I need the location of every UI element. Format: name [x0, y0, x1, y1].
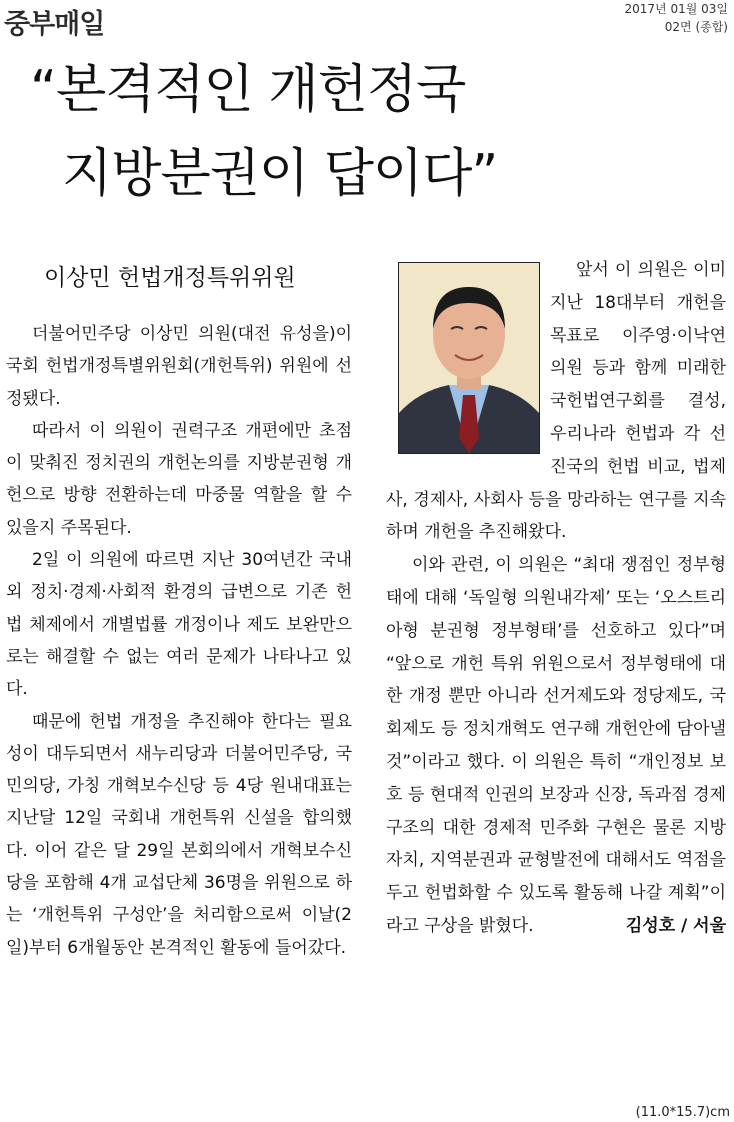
paragraph: 앞서 이 의원은 이미 지난 18대부터 개헌을 목표로 이주영·이낙연 의원 등과 함께 미래한국헌법연구회를 결성, 우리나라 헌법과 각 선진국의 헌법 비교, 법제사, 경제사, 사회사 등을 망라하는 연구를 지속하며 개헌을 추진해왔다.	[386, 260, 726, 543]
paragraph: 2일 이 의원에 따르면 지난 30여년간 국내외 정치·경제·사회적 환경의 급변으로 기존 헌법 체제에서 개별법률 개정이나 제도 보완만으로는 해결할 수 없는 여러 문제가 나타나고 있다.	[6, 550, 352, 700]
photo-wrap-space	[386, 254, 550, 482]
publication-date: 2017년 01월 03일	[624, 2, 728, 16]
headline-line-1: “본격적인 개헌정국	[30, 60, 466, 120]
paragraph: 때문에 헌법 개정을 추진해야 한다는 필요성이 대두되면서 새누리당과 더불어민주당, 국민의당, 가칭 개혁보수신당 등 4당 원내대표는 지난달 12일 국회내 개헌특위 신설을 합의했다. 이어 같은 달 29일 본회의에서 개혁보수신당을 포함해 4개 교섭단체 36명을 위원으로 하는 ‘개헌특위 구성안’을 처리함으로써 이날(2일)부터 6개월동안 본격적인 활동에 들어갔다.	[6, 711, 352, 958]
paragraph: 따라서 이 의원이 권력구조 개편에만 초점이 맞춰진 정치권의 개헌논의를 지방분권형 개헌으로 방향 전환하는데 마중물 역할을 할 수 있을지 주목된다.	[6, 420, 352, 538]
newspaper-logo: 중부매일	[4, 9, 105, 40]
headline	[30, 48, 690, 216]
subheadline: 이상민 헌법개정특위위원	[44, 265, 296, 291]
paragraph: 더불어민주당 이상민 의원(대전 유성을)이 국회 헌법개정특별위원회(개헌특위) 위원에 선정됐다.	[6, 324, 352, 409]
paragraph	[386, 549, 726, 943]
headline-line-2: 지방분권이 답이다”	[62, 144, 498, 204]
article-dimensions: (11.0*15.7)cm	[635, 1105, 730, 1120]
reporter-byline: 김성호 / 서울	[625, 915, 726, 936]
publication-info	[625, 0, 728, 36]
article-column-2	[386, 254, 726, 943]
paragraph-text: 이와 관련, 이 의원은 “최대 쟁점인 정부형태에 대해 ‘독일형 의원내각제’ 또는 ‘오스트리아형 분권형 정부형태’를 선호하고 있다”며 “앞으로 개헌 특위 위원으로서 정부형태에 대한 개정 뿐만 아니라 선거제도와 정당제도, 국회제도 등 정치개혁도 연구해 개헌안에 담아낼 것”이라고 했다. 이 의원은 특히 “개인정보 보호 등 현대적 인권의 보장과 신장, 독과점 경제구조의 대한 경제적 민주화 구현은 물론 지방자치, 지역분권과 균형발전에 대해서도 역점을 두고 헌법화할 수 있도록 활동해 나갈 계획”이라고 구상을 밝혔다.	[386, 555, 726, 936]
article-column-1	[6, 318, 352, 964]
page-section: 02면 (종합)	[664, 20, 728, 34]
